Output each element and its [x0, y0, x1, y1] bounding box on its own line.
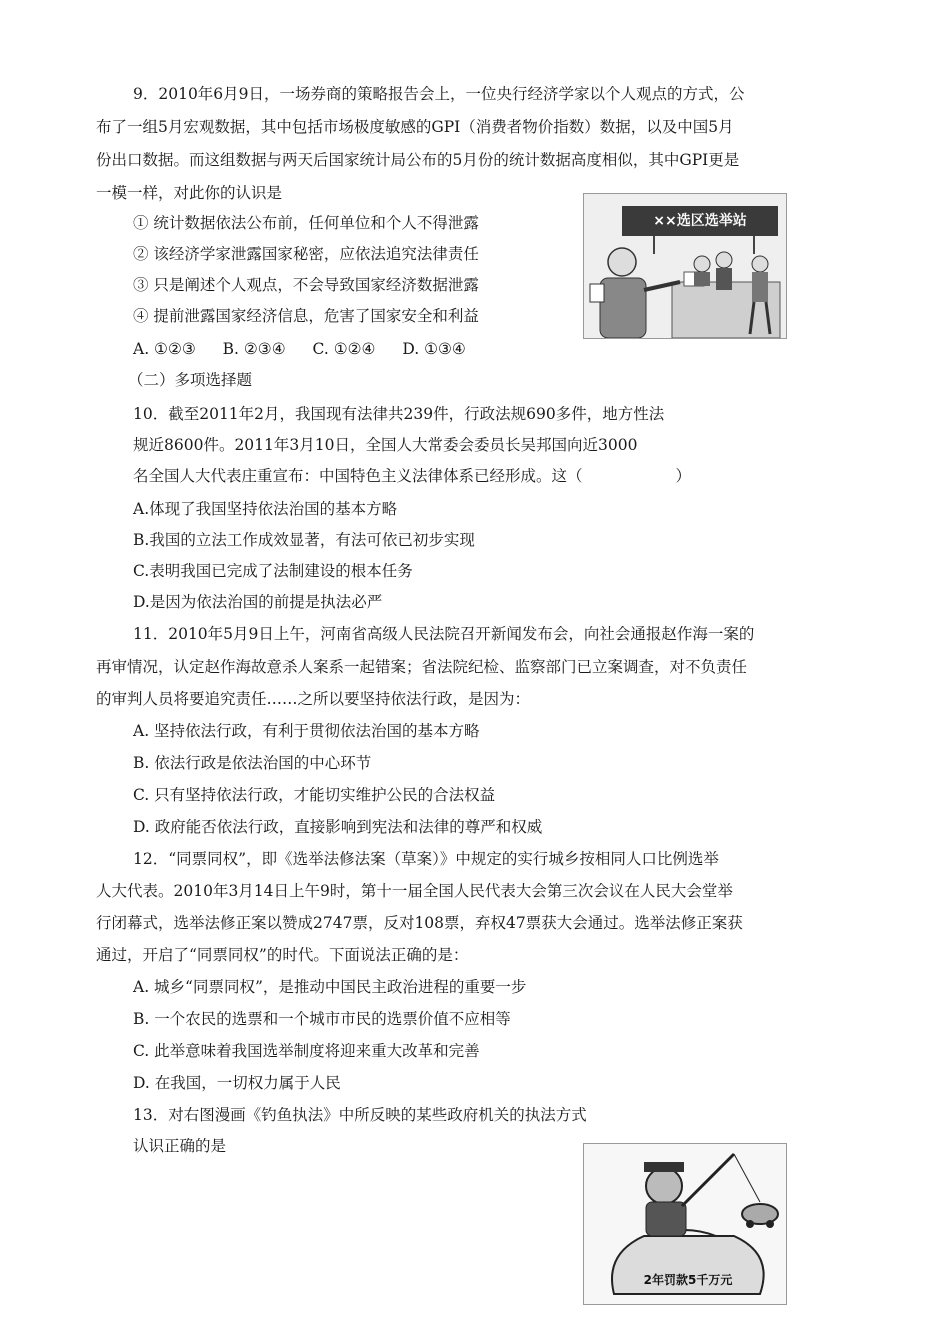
fishing-cartoon-caption: 2年罚款5千万元 [643, 1273, 733, 1287]
election-station-sign-text: ××选区选举站 [653, 213, 747, 229]
q12-option-d: D. 在我国，一切权力属于人民 [133, 1074, 341, 1092]
q11-line-1: 11．2010年5月9日上午，河南省高级人民法院召开新闻发布会，向社会通报赵作海一案的 [133, 625, 755, 643]
q12-line-3: 行闭幕式，选举法修正案以赞成2747票，反对108票，弃权47票获大会通过。选举法修正案获 [96, 914, 743, 932]
q9-statement-1: ① 统计数据依法公布前，任何单位和个人不得泄露 [133, 214, 479, 232]
q10-option-c: C.表明我国已完成了法制建设的根本任务 [133, 562, 413, 580]
q13-line-1: 13．对右图漫画《钓鱼执法》中所反映的某些政府机关的执法方式 [133, 1106, 587, 1124]
q10-line-3: 名全国人大代表庄重宣布：中国特色主义法律体系已经形成。这（ ） [133, 467, 692, 485]
election-station-cartoon [583, 193, 787, 339]
q10-line-1: 10．截至2011年2月，我国现有法律共239件，行政法规690多件，地方性法 [133, 405, 665, 423]
q9-statement-4: ④ 提前泄露国家经济信息，危害了国家安全和利益 [133, 307, 479, 325]
q9-line-2: 布了一组5月宏观数据，其中包括市场极度敏感的GPI（消费者物价指数）数据，以及中国5月 [96, 118, 734, 136]
q9-line-3: 份出口数据。而这组数据与两天后国家统计局公布的5月份的统计数据高度相似，其中GPI更是 [96, 151, 740, 169]
q10-option-d: D.是因为依法治国的前提是执法必严 [133, 593, 383, 611]
q9-choice-c: C. ①②④ [312, 340, 376, 358]
q9-statement-2: ② 该经济学家泄露国家秘密，应依法追究法律责任 [133, 245, 479, 263]
q10-option-a: A.体现了我国坚持依法治国的基本方略 [133, 500, 398, 518]
q11-option-d: D. 政府能否依法行政，直接影响到宪法和法律的尊严和权威 [133, 818, 543, 836]
q12-option-b: B. 一个农民的选票和一个城市市民的选票价值不应相等 [133, 1010, 511, 1028]
q10-line-2: 规近8600件。2011年3月10日，全国人大常委会委员长吴邦国向近3000 [133, 436, 638, 454]
q13-line-2: 认识正确的是 [133, 1137, 227, 1155]
q10-option-b: B.我国的立法工作成效显著，有法可依已初步实现 [133, 531, 475, 549]
q11-option-c: C. 只有坚持依法行政，才能切实维护公民的合法权益 [133, 786, 496, 804]
q11-option-b: B. 依法行政是依法治国的中心环节 [133, 754, 372, 772]
fishing-enforcement-cartoon [583, 1143, 787, 1305]
q9-choice-d: D. ①③④ [402, 340, 466, 358]
q12-option-a: A. 城乡“同票同权”，是推动中国民主政治进程的重要一步 [133, 978, 527, 996]
q12-line-1: 12．“同票同权”，即《选举法修法案（草案）》中规定的实行城乡按相同人口比例选举 [133, 850, 719, 868]
q12-option-c: C. 此举意味着我国选举制度将迎来重大改革和完善 [133, 1042, 480, 1060]
q12-line-4: 通过，开启了“同票同权”的时代。下面说法正确的是： [96, 946, 469, 964]
q11-option-a: A. 坚持依法行政，有利于贯彻依法治国的基本方略 [133, 722, 480, 740]
q12-line-2: 人大代表。2010年3月14日上午9时，第十一届全国人民代表大会第三次会议在人民大会堂举 [96, 882, 733, 900]
q11-line-3: 的审判人员将要追究责任……之所以要坚持依法行政，是因为： [96, 690, 531, 708]
q11-line-2: 再审情况，认定赵作海故意杀人案系一起错案；省法院纪检、监察部门已立案调查，对不负责任 [96, 658, 748, 676]
q9-line-1: 9．2010年6月9日，一场券商的策略报告会上，一位央行经济学家以个人观点的方式，公 [133, 85, 745, 103]
q9-choices [133, 339, 488, 359]
q9-choice-b: B. ②③④ [222, 340, 286, 358]
section-title-multiple-choice: （二）多项选择题 [128, 371, 253, 389]
q9-choice-a: A. ①②③ [133, 340, 196, 358]
q9-statement-3: ③ 只是阐述个人观点，不会导致国家经济数据泄露 [133, 276, 479, 294]
q9-line-4: 一模一样，对此你的认识是 [96, 184, 283, 202]
